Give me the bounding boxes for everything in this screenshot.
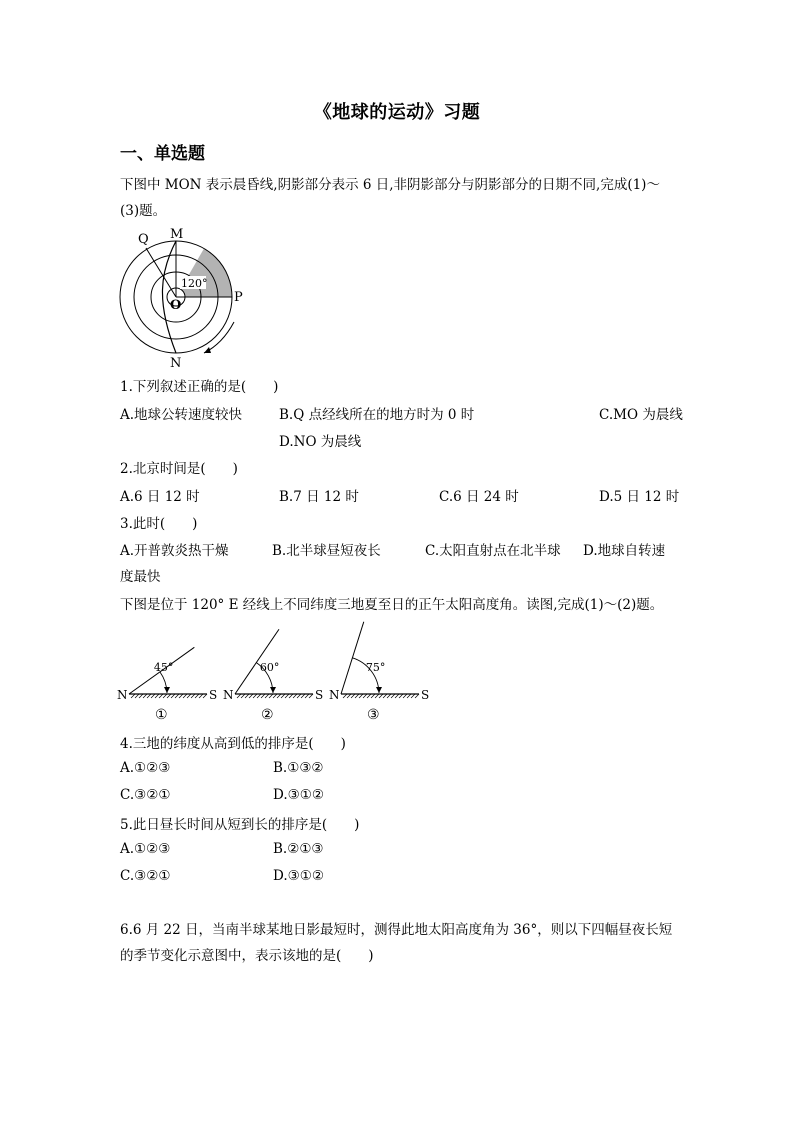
panel-2-n-label: N <box>223 688 234 702</box>
panel-2-number: ② <box>261 707 274 723</box>
q3-option-a[interactable]: A.开普敦炎热干燥 <box>120 543 229 559</box>
panel-2-s-label: S <box>315 688 324 702</box>
panel-2-angle-label: 60° <box>259 661 280 675</box>
q4-option-c[interactable]: C.③②① <box>120 787 171 803</box>
label-o: O <box>170 298 182 313</box>
label-n: N <box>170 356 182 371</box>
q3-option-d[interactable]: D.地球自转速 <box>583 543 666 559</box>
angle-label: 120° <box>181 277 208 290</box>
panel-1-number: ① <box>155 707 168 723</box>
panel-1-n-label: N <box>117 688 128 702</box>
q2-stem: 2.北京时间是( ) <box>120 461 238 477</box>
panel-1-s-label: S <box>209 688 218 702</box>
q1-option-d[interactable]: D.NO 为晨线 <box>279 434 362 450</box>
q3-option-d-continued: 度最快 <box>120 569 161 585</box>
panel-3-n-label: N <box>329 688 340 702</box>
q1-option-a[interactable]: A.地球公转速度较快 <box>120 407 243 423</box>
q2-option-b[interactable]: B.7 日 12 时 <box>279 489 359 505</box>
q6-stem: 6.6 月 22 日，当南半球某地日影最短时，测得此地太阳高度角为 36°，则以下四幅昼夜长短的季节变化示意图中，表示该地的是( ) <box>120 922 673 964</box>
intro-paragraph-2: 下图是位于 120° E 经线上不同纬度三地夏至日的正午太阳高度角。读图,完成(1)～(2)题。 <box>120 597 664 613</box>
q3-stem: 3.此时( ) <box>120 516 198 532</box>
panel-3-arc-arrow <box>376 687 382 693</box>
panel-3-number: ③ <box>367 707 380 723</box>
panel-1-arc-arrow <box>164 687 170 693</box>
q5-option-b[interactable]: B.②①③ <box>273 841 324 857</box>
page-title: 《地球的运动》习题 <box>313 102 481 123</box>
q4-option-a[interactable]: A.①②③ <box>120 760 171 776</box>
panel-3-s-label: S <box>421 688 430 702</box>
q1-stem: 1.下列叙述正确的是( ) <box>120 379 279 395</box>
q5-option-c[interactable]: C.③②① <box>120 868 171 884</box>
q5-stem: 5.此日昼长时间从短到长的排序是( ) <box>120 817 360 833</box>
q3-option-b[interactable]: B.北半球昼短夜长 <box>272 543 381 559</box>
q5-option-a[interactable]: A.①②③ <box>120 841 171 857</box>
panel-1-angle-label: 45° <box>153 661 174 675</box>
intro-paragraph-1: 下图中 MON 表示晨昏线,阴影部分表示 6 日,非阴影部分与阴影部分的日期不同,完成(1)～(3)题。 <box>120 177 660 219</box>
q2-option-d[interactable]: D.5 日 12 时 <box>599 489 680 505</box>
panel-3-angle-label: 75° <box>365 661 386 675</box>
q5-option-d[interactable]: D.③①② <box>273 868 324 884</box>
section-heading: 一、单选题 <box>120 144 205 164</box>
sun-angle-figure <box>115 612 455 724</box>
q2-option-a[interactable]: A.6 日 12 时 <box>120 489 200 505</box>
q2-option-c[interactable]: C.6 日 24 时 <box>439 489 519 505</box>
q4-option-d[interactable]: D.③①② <box>273 787 324 803</box>
label-m: M <box>170 227 184 242</box>
q1-option-b[interactable]: B.Q 点经线所在的地方时为 0 时 <box>279 407 475 423</box>
q4-option-b[interactable]: B.①③② <box>273 760 324 776</box>
terminator-diagram <box>110 222 260 372</box>
panel-2-arc-arrow <box>270 687 276 693</box>
q3-option-c[interactable]: C.太阳直射点在北半球 <box>425 543 561 559</box>
label-p: P <box>234 290 243 305</box>
q4-stem: 4.三地的纬度从高到低的排序是( ) <box>120 736 346 752</box>
q1-option-c[interactable]: C.MO 为晨线 <box>599 407 683 423</box>
label-q: Q <box>138 232 149 247</box>
